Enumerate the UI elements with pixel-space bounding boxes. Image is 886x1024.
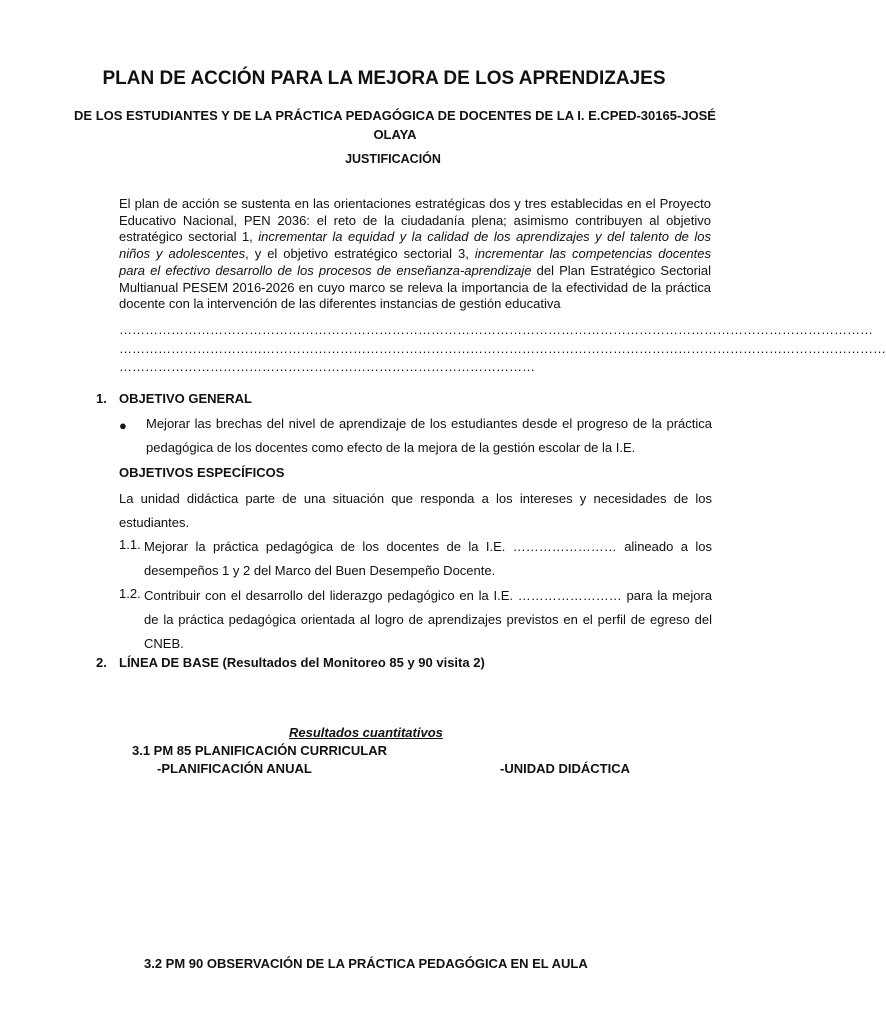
dotted-line-1: …………………………………………………………………………………………………………………………………………………………: [119, 322, 873, 337]
objective-1-1-text: Mejorar la práctica pedagógica de los docentes de la I.E. …………………… alineado a los desempeños 1 y 2 del Marco del Buen Desempeño Docente.: [144, 539, 712, 578]
unidad-didactica-label: -UNIDAD DIDÁCTICA: [500, 761, 630, 776]
linea-de-base-heading: LÍNEA DE BASE (Resultados del Monitoreo 85 y 90 visita 2): [119, 655, 485, 670]
section-2-number: 2.: [96, 655, 107, 670]
objetivo-general-text: Mejorar las brechas del nivel de aprendizaje de los estudiantes desde el progreso de la práctica pedagógica de los docentes como efecto de la mejora de la gestión escolar de la I.E.: [146, 416, 712, 455]
justificacion-italic-2: incrementar las competencias docentes para el efectivo desarrollo de los procesos de enseñanza-aprendizaje: [119, 246, 711, 278]
dotted-line-3: ……………………………………………………………………………………: [119, 359, 535, 374]
objective-1-2-number: 1.2.: [119, 586, 141, 601]
justificacion-paragraph: [119, 196, 711, 313]
pm85-heading: 3.1 PM 85 PLANIFICACIÓN CURRICULAR: [132, 743, 387, 758]
objective-1-1-number: 1.1.: [119, 537, 141, 552]
objetivo-general-heading: OBJETIVO GENERAL: [119, 391, 252, 406]
pm90-heading: 3.2 PM 90 OBSERVACIÓN DE LA PRÁCTICA PEDAGÓGICA EN EL AULA: [144, 956, 588, 971]
justificacion-italic-1: incrementar la equidad y la calidad de los aprendizajes y del talento de los niños y adolescentes: [119, 229, 711, 262]
objetivos-especificos-intro: La unidad didáctica parte de una situación que responda a los intereses y necesidades de los estudiantes.: [119, 491, 712, 530]
justificacion-heading: JUSTIFICACIÓN: [345, 152, 441, 166]
justificacion-text-1: El plan de acción se sustenta en las orientaciones estratégicas dos y tres establecidas en el Proyecto Educativo Nacional, PEN 2036: el reto de la ciudadanía plena; asimismo contribuyen al objetivo estratégico sectorial 1,: [119, 196, 711, 245]
justificacion-text-2: , y el objetivo estratégico sectorial 3,: [245, 246, 475, 262]
bullet-icon: ●: [119, 418, 127, 433]
planificacion-anual-label: -PLANIFICACIÓN ANUAL: [157, 761, 312, 776]
objetivos-especificos-heading: OBJETIVOS ESPECÍFICOS: [119, 465, 285, 480]
resultados-cuantitativos-heading: Resultados cuantitativos: [289, 725, 443, 740]
dotted-line-2: ……………………………………………………………………………………………………………………………………………………………: [119, 341, 886, 356]
section-1-number: 1.: [96, 391, 107, 406]
justificacion-text-3: del Plan Estratégico Sectorial Multianual PESEM 2016-2026 en cuyo marco se releva la importancia de la efectividad de la práctica docente con la intervención de las diferentes instancias de gestión educativa: [119, 262, 711, 312]
document-subtitle: DE LOS ESTUDIANTES Y DE LA PRÁCTICA PEDAGÓGICA DE DOCENTES DE LA I. E.CPED-30165-JOSÉ OLAYA: [74, 108, 716, 142]
document-title: PLAN DE ACCIÓN PARA LA MEJORA DE LOS APRENDIZAJES: [102, 68, 666, 89]
objective-1-2-text: Contribuir con el desarrollo del liderazgo pedagógico en la I.E. …………………… para la mejora de la práctica pedagógica orientada al logro de aprendizajes previstos en el perfil de egreso del CNEB.: [144, 588, 712, 651]
